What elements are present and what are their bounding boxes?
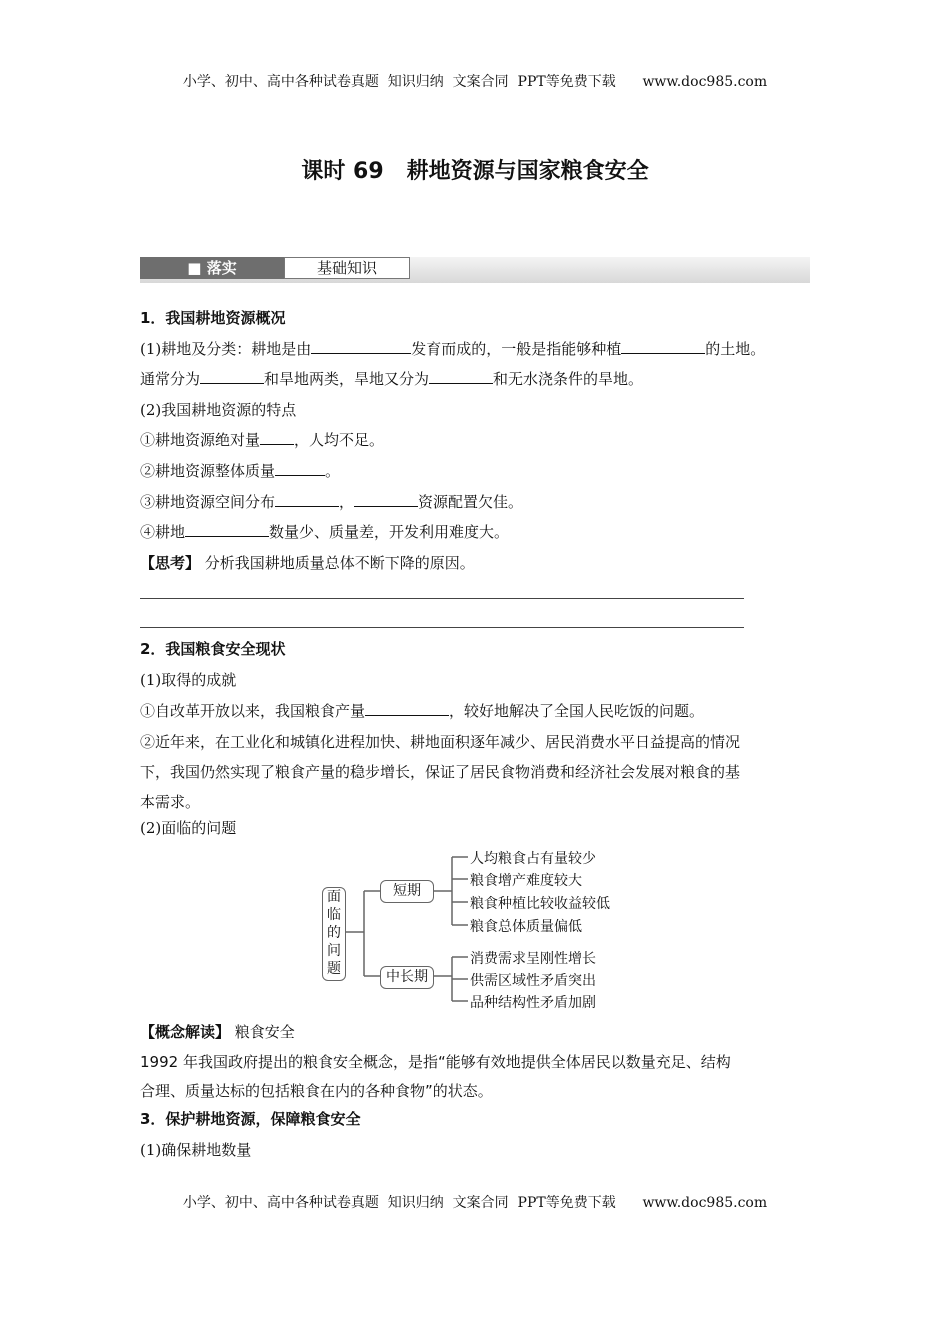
diagram-item: 供需区域性矛盾突出 <box>470 973 596 989</box>
concept-label: 【概念解读】 <box>140 1023 231 1041</box>
diagram-item: 人均粮食占有量较少 <box>470 851 596 867</box>
paragraph: (2)面临的问题 <box>140 819 237 837</box>
text: 。 <box>325 462 341 480</box>
banner-label: ■ 落实 <box>140 257 284 279</box>
diagram-item: 消费需求呈刚性增长 <box>470 951 596 967</box>
page-header: 小学、初中、高中各种试卷真题 知识归纳 文案合同 PPT等免费下载 www.doc985.com <box>182 74 768 90</box>
section-3-heading: 3．保护耕地资源，保障粮食安全 <box>140 1110 361 1128</box>
diagram-item: 粮食种植比较收益较低 <box>470 896 610 912</box>
text: 数量少、质量差，开发利用难度大。 <box>269 523 510 541</box>
banner-sublabel: 基础知识 <box>284 257 410 279</box>
page-footer: 小学、初中、高中各种试卷真题 知识归纳 文案合同 PPT等免费下载 www.doc985.com <box>182 1195 768 1211</box>
text: 粮食安全 <box>234 1023 295 1041</box>
text: ②耕地资源整体质量 <box>140 462 276 480</box>
paragraph-line: 下，我国仍然实现了粮食产量的稳步增长，保证了居民食物消费和经济社会发展对粮食的基 <box>140 763 741 781</box>
text: 和旱地两类，旱地又分为 <box>264 370 430 388</box>
text: 的土地。 <box>705 340 766 358</box>
diagram-short-term: 短期 <box>380 880 434 903</box>
text: ③耕地资源空间分布 <box>140 493 276 511</box>
section-1-heading: 1．我国耕地资源概况 <box>140 309 286 327</box>
text: 和无水浇条件的旱地。 <box>493 370 644 388</box>
page-title: 课时 69 耕地资源与国家粮食安全 <box>301 159 649 184</box>
text: 分析我国耕地质量总体不断下降的原因。 <box>204 554 475 572</box>
text: 资源配置欠佳。 <box>418 493 524 511</box>
diagram-item: 品种结构性矛盾加剧 <box>470 995 596 1011</box>
text: ， <box>339 493 355 511</box>
paragraph-line: ②近年来，在工业化和城镇化进程加快、耕地面积逐年减少、居民消费水平日益提高的情况 <box>140 733 741 751</box>
text: ④耕地 <box>140 523 186 541</box>
diagram-long-term: 中长期 <box>380 966 434 989</box>
diagram-item: 粮食总体质量偏低 <box>470 919 582 935</box>
concept-note <box>140 1022 295 1042</box>
text: 发育而成的，一般是指能够种植 <box>411 340 622 358</box>
text: (1)耕地及分类：耕地是由 <box>140 340 312 358</box>
diagram-root <box>322 887 346 981</box>
paragraph: (1)确保耕地数量 <box>140 1141 252 1159</box>
paragraph-line: 本需求。 <box>140 793 201 811</box>
text: ①耕地资源绝对量 <box>140 431 261 449</box>
paragraph: (1)取得的成就 <box>140 671 237 689</box>
paragraph: (2)我国耕地资源的特点 <box>140 401 297 419</box>
paragraph-line: 1992 年我国政府提出的粮食安全概念，是指“能够有效地提供全体居民以数量充足、结构 <box>140 1053 731 1071</box>
paragraph-line: 合理、质量达标的包括粮食在内的各种食物”的状态。 <box>140 1082 493 1100</box>
diagram-item: 粮食增产难度较大 <box>470 873 582 889</box>
text: ，较好地解决了全国人民吃饭的问题。 <box>449 702 705 720</box>
think-label: 【思考】 <box>140 554 201 572</box>
text: ①自改革开放以来，我国粮食产量 <box>140 702 366 720</box>
text: 面临的问题 <box>327 889 341 977</box>
section-2-heading: 2．我国粮食安全现状 <box>140 640 286 658</box>
text: ，人均不足。 <box>294 431 385 449</box>
text: 通常分为 <box>140 370 201 388</box>
